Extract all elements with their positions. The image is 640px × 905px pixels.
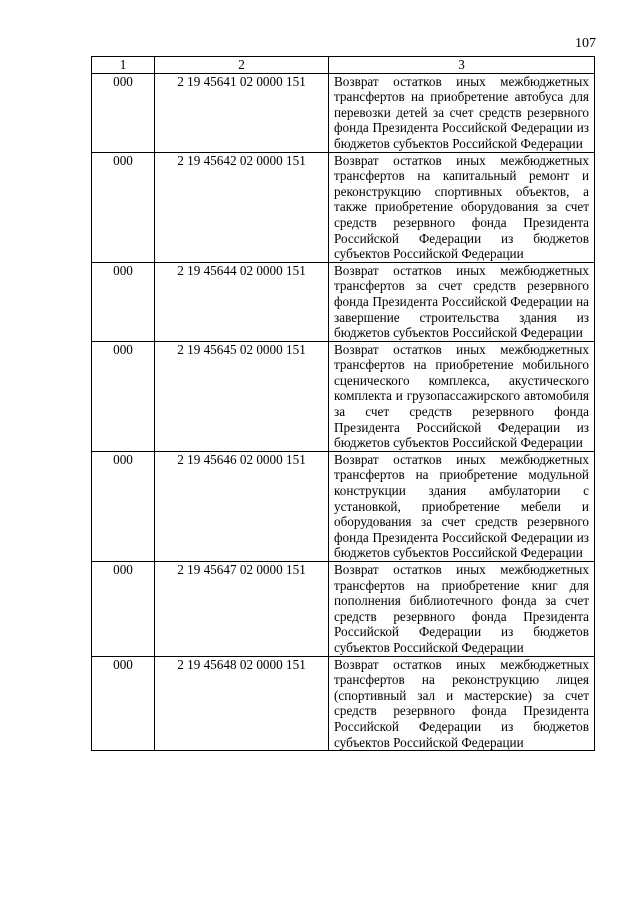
- description-cell: Возврат остатков иных межбюджетных трансфертов на реконструкцию лицея (спортивный зал и мастерские) за счет средств резервного фонда Президента Российской Федерации из бюджетов субъектов Российской Федерации: [329, 656, 595, 751]
- budget-classification-table: [91, 56, 595, 751]
- admin-code-cell: 000: [92, 152, 155, 262]
- table-row: [92, 562, 595, 657]
- column-number-2: 2: [155, 57, 329, 74]
- kbk-code-cell: 2 19 45647 02 0000 151: [155, 562, 329, 657]
- column-number-1: 1: [92, 57, 155, 74]
- kbk-code-cell: 2 19 45646 02 0000 151: [155, 451, 329, 561]
- admin-code-cell: 000: [92, 73, 155, 152]
- column-number-3: 3: [329, 57, 595, 74]
- admin-code-cell: 000: [92, 341, 155, 451]
- table-row: [92, 73, 595, 152]
- kbk-code-cell: 2 19 45642 02 0000 151: [155, 152, 329, 262]
- table-row: [92, 262, 595, 341]
- description-cell: Возврат остатков иных межбюджетных трансфертов за счет средств резервного фонда Президента Российской Федерации на завершение строительства здания из бюджетов субъектов Российской Федерации: [329, 262, 595, 341]
- kbk-code-cell: 2 19 45648 02 0000 151: [155, 656, 329, 751]
- admin-code-cell: 000: [92, 656, 155, 751]
- description-cell: Возврат остатков иных межбюджетных трансфертов на капитальный ремонт и реконструкцию спортивных объектов, а также приобретение оборудования за счет средств резервного фонда Президента Российской Федерации из бюджетов субъектов Российской Федерации: [329, 152, 595, 262]
- admin-code-cell: 000: [92, 451, 155, 561]
- table-row: [92, 451, 595, 561]
- kbk-code-cell: 2 19 45641 02 0000 151: [155, 73, 329, 152]
- table-row: [92, 152, 595, 262]
- table-row: [92, 656, 595, 751]
- admin-code-cell: 000: [92, 562, 155, 657]
- table-row: [92, 341, 595, 451]
- description-cell: Возврат остатков иных межбюджетных трансфертов на приобретение мобильного сценического комплекса, акустического комплекта и грузопассажирского автомобиля за счет средств резервного фонда Президента Российской Федерации из бюджетов субъектов Российской Федерации: [329, 341, 595, 451]
- table-header-row: [92, 57, 595, 74]
- kbk-code-cell: 2 19 45644 02 0000 151: [155, 262, 329, 341]
- page-number: 107: [575, 36, 596, 51]
- description-cell: Возврат остатков иных межбюджетных трансфертов на приобретение автобуса для перевозки детей за счет средств резервного фонда Президента Российской Федерации из бюджетов субъектов Российской Федерации: [329, 73, 595, 152]
- description-cell: Возврат остатков иных межбюджетных трансфертов на приобретение книг для пополнения библиотечного фонда за счет средств резервного фонда Президента Российской Федерации из бюджетов субъектов Российской Федерации: [329, 562, 595, 657]
- kbk-code-cell: 2 19 45645 02 0000 151: [155, 341, 329, 451]
- admin-code-cell: 000: [92, 262, 155, 341]
- description-cell: Возврат остатков иных межбюджетных трансфертов на приобретение модульной конструкции здания амбулатории с установкой, приобретение мебели и оборудования за счет средств резервного фонда Президента Российской Федерации из бюджетов субъектов Российской Федерации: [329, 451, 595, 561]
